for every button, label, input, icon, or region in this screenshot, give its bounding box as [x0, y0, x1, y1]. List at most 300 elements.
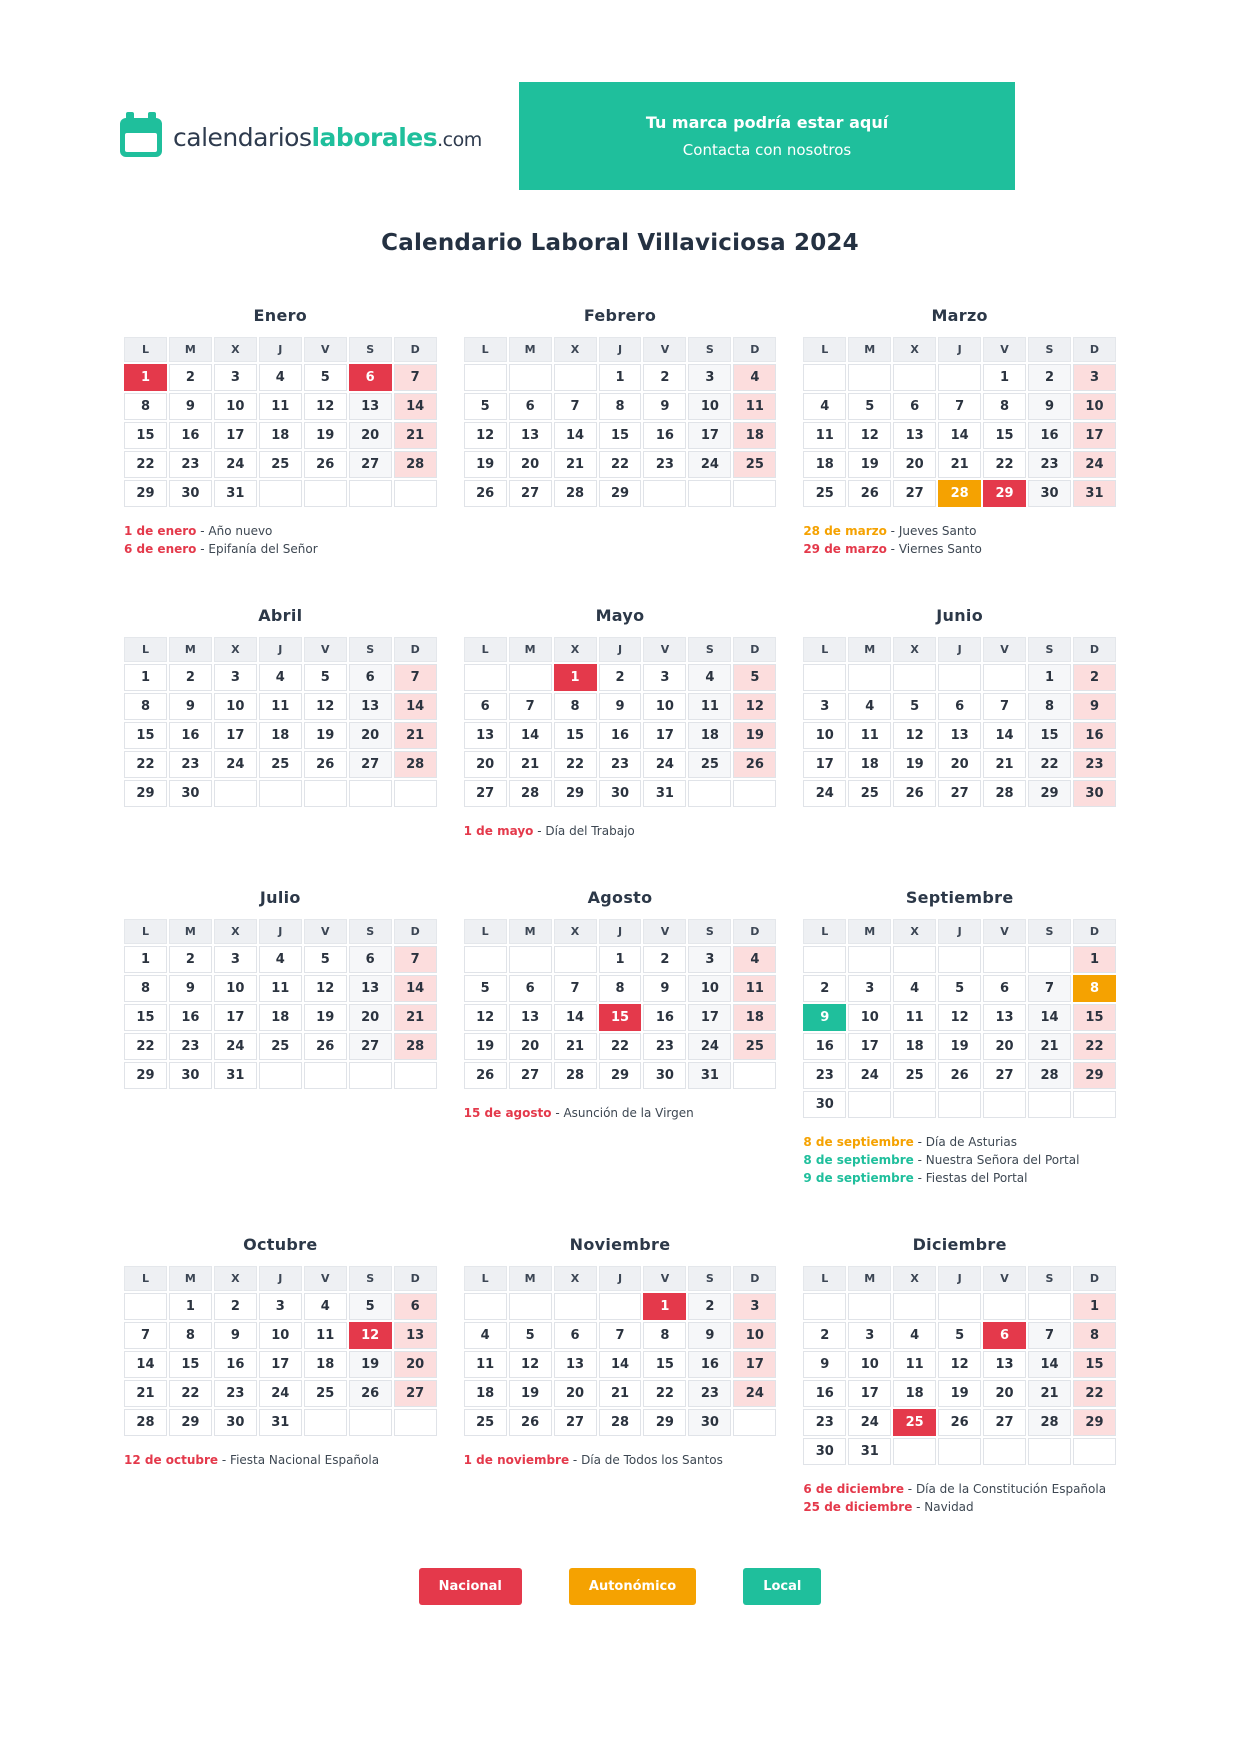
month-title-agosto: Agosto: [587, 888, 653, 907]
day-cell: 10: [259, 1322, 302, 1349]
day-cell: 27: [509, 1062, 552, 1089]
day-cell: 14: [983, 722, 1026, 749]
legend-autonomic-button[interactable]: Autonómico: [569, 1568, 696, 1605]
weekday-header-cell: X: [893, 337, 936, 362]
day-cell: 2: [1073, 664, 1116, 691]
empty-cell: [1028, 1293, 1071, 1320]
day-cell: 22: [124, 451, 167, 478]
weekday-header-cell: D: [733, 337, 776, 362]
weekday-header-cell: D: [394, 637, 437, 662]
holiday-note-text: - Epifanía del Señor: [196, 542, 318, 556]
day-cell: 23: [1028, 451, 1071, 478]
day-cell: 20: [464, 751, 507, 778]
legend-national-button[interactable]: Nacional: [419, 1568, 522, 1605]
month-title-febrero: Febrero: [583, 306, 657, 325]
month-notes-diciembre: [801, 1480, 1118, 1516]
day-cell: 3: [214, 364, 257, 391]
holiday-note-text: - Nuestra Señora del Portal: [913, 1153, 1080, 1167]
day-cell: 17: [688, 422, 731, 449]
week-row: [803, 1438, 1116, 1465]
month-table-septiembre: [801, 917, 1118, 1120]
empty-cell: [1028, 1091, 1071, 1118]
holiday-note-date: 1 de mayo: [463, 824, 534, 838]
day-cell: 24: [848, 1062, 891, 1089]
weekday-header-cell: X: [214, 337, 257, 362]
day-cell: 24: [803, 780, 846, 807]
weekday-header-cell: V: [304, 1266, 347, 1291]
week-row: [124, 422, 437, 449]
weekday-header-cell: J: [938, 1266, 981, 1291]
empty-cell: [848, 1293, 891, 1320]
day-cell: 19: [304, 722, 347, 749]
weekday-header-cell: V: [983, 919, 1026, 944]
day-cell: 15: [599, 422, 642, 449]
empty-cell: [848, 364, 891, 391]
day-cell: 13: [554, 1351, 597, 1378]
day-cell: 28: [124, 1409, 167, 1436]
month-table-noviembre: [462, 1264, 779, 1438]
day-cell: 15: [1028, 722, 1071, 749]
day-cell: 20: [349, 422, 392, 449]
week-row: [464, 393, 777, 420]
empty-cell: [848, 1091, 891, 1118]
holiday-note-date: 1 de noviembre: [463, 1453, 570, 1467]
day-cell: 16: [803, 1033, 846, 1060]
day-cell: 12: [938, 1351, 981, 1378]
day-cell: 6: [554, 1322, 597, 1349]
day-cell: 24: [643, 751, 686, 778]
weekday-header-row: [464, 337, 777, 362]
day-cell: 31: [214, 1062, 257, 1089]
day-cell: 26: [464, 1062, 507, 1089]
day-cell: 28: [554, 480, 597, 507]
weekday-header-cell: D: [1073, 337, 1116, 362]
day-cell: 6: [394, 1293, 437, 1320]
empty-cell: [893, 1293, 936, 1320]
day-cell: 27: [349, 751, 392, 778]
weekday-header-cell: J: [938, 337, 981, 362]
week-row: [124, 1293, 437, 1320]
weekday-header-cell: S: [688, 337, 731, 362]
week-row: [803, 1351, 1116, 1378]
day-cell: 13: [983, 1351, 1026, 1378]
empty-cell: [394, 780, 437, 807]
day-cell: 10: [688, 975, 731, 1002]
holiday-note: [464, 822, 779, 840]
empty-cell: [983, 1091, 1026, 1118]
day-cell: 26: [509, 1409, 552, 1436]
empty-cell: [803, 364, 846, 391]
day-cell: 9: [803, 1351, 846, 1378]
holiday-note: [803, 540, 1118, 558]
week-row: [803, 451, 1116, 478]
ad-banner[interactable]: [519, 82, 1015, 190]
day-cell: 10: [688, 393, 731, 420]
day-cell: 29: [554, 780, 597, 807]
holiday-note-date: 6 de diciembre: [803, 1482, 904, 1496]
empty-cell: [938, 1091, 981, 1118]
weekday-header-row: [803, 637, 1116, 662]
day-cell: 20: [509, 1033, 552, 1060]
weekday-header-cell: D: [394, 919, 437, 944]
day-cell: 11: [259, 975, 302, 1002]
day-cell: 28: [394, 751, 437, 778]
day-cell: 23: [169, 751, 212, 778]
day-cell: 29: [169, 1409, 212, 1436]
day-cell: 16: [688, 1351, 731, 1378]
day-cell: 7: [599, 1322, 642, 1349]
day-cell: 4: [259, 364, 302, 391]
weekday-header-row: [803, 1266, 1116, 1291]
day-cell: 14: [938, 422, 981, 449]
weekday-header-cell: S: [688, 919, 731, 944]
holiday-note: [803, 1133, 1118, 1151]
day-cell: 10: [214, 975, 257, 1002]
day-cell: 19: [509, 1380, 552, 1407]
day-cell: 15: [983, 422, 1026, 449]
holiday-note-date: 9 de septiembre: [803, 1171, 914, 1185]
day-cell: 24: [214, 451, 257, 478]
day-cell: 26: [304, 1033, 347, 1060]
day-cell: 17: [733, 1351, 776, 1378]
empty-cell: [349, 780, 392, 807]
day-cell: 25: [259, 751, 302, 778]
day-cell: 27: [893, 480, 936, 507]
day-cell: 9: [643, 975, 686, 1002]
week-row: [464, 480, 777, 507]
weekday-header-cell: X: [554, 337, 597, 362]
day-cell: 10: [848, 1351, 891, 1378]
day-cell: 18: [803, 451, 846, 478]
holiday-note-date: 1 de enero: [124, 524, 197, 538]
day-cell: 28: [554, 1062, 597, 1089]
week-row: [464, 1380, 777, 1407]
day-cell: 8: [599, 975, 642, 1002]
weekday-header-cell: V: [304, 637, 347, 662]
day-cell: 9: [643, 393, 686, 420]
empty-cell: [214, 780, 257, 807]
weekday-header-cell: J: [259, 1266, 302, 1291]
day-cell: 21: [509, 751, 552, 778]
month-abril: [122, 606, 439, 809]
holiday-note: [124, 522, 439, 540]
day-cell: 7: [394, 364, 437, 391]
day-cell: 11: [688, 693, 731, 720]
month-octubre: [122, 1235, 439, 1469]
weekday-header-cell: J: [938, 919, 981, 944]
day-cell: 29: [124, 1062, 167, 1089]
week-row: [124, 393, 437, 420]
day-cell: 8: [1028, 693, 1071, 720]
day-cell: 27: [983, 1062, 1026, 1089]
week-row: [464, 1033, 777, 1060]
month-mayo: [462, 606, 779, 840]
weekday-header-cell: M: [169, 337, 212, 362]
empty-cell: [733, 480, 776, 507]
week-row: [464, 1004, 777, 1031]
day-cell: 17: [643, 722, 686, 749]
day-cell: 13: [349, 693, 392, 720]
day-cell: 7: [1028, 975, 1071, 1002]
day-cell: 7: [509, 693, 552, 720]
holiday-note: [124, 540, 439, 558]
weekday-header-cell: V: [643, 919, 686, 944]
day-cell: 19: [893, 751, 936, 778]
day-cell: 21: [394, 722, 437, 749]
weekday-header-cell: V: [643, 1266, 686, 1291]
month-title-junio: Junio: [936, 606, 984, 625]
weekday-header-cell: V: [983, 1266, 1026, 1291]
weekday-header-cell: D: [733, 637, 776, 662]
day-cell: 4: [733, 946, 776, 973]
day-cell: 6: [349, 946, 392, 973]
day-cell: 1: [599, 364, 642, 391]
holiday-note: [803, 1480, 1118, 1498]
weekday-header-cell: V: [643, 637, 686, 662]
day-cell: 7: [394, 664, 437, 691]
week-row: [464, 693, 777, 720]
holiday-cell: 1: [124, 364, 167, 391]
empty-cell: [893, 1438, 936, 1465]
empty-cell: [259, 1062, 302, 1089]
weekday-header-cell: D: [733, 1266, 776, 1291]
weekday-header-cell: V: [983, 637, 1026, 662]
day-cell: 22: [1073, 1033, 1116, 1060]
day-cell: 29: [1073, 1062, 1116, 1089]
day-cell: 21: [599, 1380, 642, 1407]
day-cell: 5: [938, 1322, 981, 1349]
holiday-note-text: - Navidad: [912, 1500, 974, 1514]
day-cell: 24: [214, 751, 257, 778]
day-cell: 1: [124, 946, 167, 973]
week-row: [803, 1409, 1116, 1436]
day-cell: 12: [848, 422, 891, 449]
weekday-header-cell: M: [848, 637, 891, 662]
day-cell: 5: [304, 946, 347, 973]
empty-cell: [688, 480, 731, 507]
weekday-header-cell: V: [304, 919, 347, 944]
day-cell: 8: [983, 393, 1026, 420]
day-cell: 4: [259, 946, 302, 973]
week-row: [464, 946, 777, 973]
holiday-note-text: - Jueves Santo: [886, 524, 977, 538]
day-cell: 25: [848, 780, 891, 807]
day-cell: 14: [124, 1351, 167, 1378]
day-cell: 14: [394, 393, 437, 420]
weekday-header-cell: M: [169, 919, 212, 944]
day-cell: 21: [983, 751, 1026, 778]
day-cell: 26: [464, 480, 507, 507]
day-cell: 13: [938, 722, 981, 749]
empty-cell: [733, 1062, 776, 1089]
week-row: [124, 1351, 437, 1378]
day-cell: 20: [893, 451, 936, 478]
empty-cell: [304, 780, 347, 807]
month-marzo: [801, 306, 1118, 558]
weekday-header-cell: X: [214, 1266, 257, 1291]
day-cell: 15: [124, 422, 167, 449]
weekday-header-cell: J: [599, 1266, 642, 1291]
legend-local-button[interactable]: Local: [743, 1568, 821, 1605]
day-cell: 8: [124, 975, 167, 1002]
day-cell: 13: [349, 393, 392, 420]
weekday-header-cell: M: [509, 1266, 552, 1291]
day-cell: 20: [349, 722, 392, 749]
day-cell: 23: [169, 1033, 212, 1060]
day-cell: 7: [394, 946, 437, 973]
day-cell: 15: [1073, 1351, 1116, 1378]
day-cell: 25: [304, 1380, 347, 1407]
weekday-header-cell: L: [464, 337, 507, 362]
holiday-note-date: 8 de septiembre: [803, 1135, 914, 1149]
day-cell: 19: [733, 722, 776, 749]
weekday-header-cell: M: [169, 637, 212, 662]
day-cell: 22: [599, 451, 642, 478]
weekday-header-cell: S: [349, 637, 392, 662]
day-cell: 23: [169, 451, 212, 478]
page-title: Calendario Laboral Villaviciosa 2024: [381, 230, 859, 256]
month-septiembre: [801, 888, 1118, 1187]
day-cell: 31: [1073, 480, 1116, 507]
weekday-header-cell: L: [124, 919, 167, 944]
holiday-cell: 25: [893, 1409, 936, 1436]
day-cell: 12: [304, 975, 347, 1002]
day-cell: 1: [1073, 946, 1116, 973]
week-row: [803, 393, 1116, 420]
month-julio: [122, 888, 439, 1091]
week-row: [124, 1004, 437, 1031]
weekday-header-row: [124, 919, 437, 944]
empty-cell: [1073, 1091, 1116, 1118]
week-row: [124, 364, 437, 391]
empty-cell: [893, 946, 936, 973]
holiday-note-date: 12 de octubre: [124, 1453, 219, 1467]
week-row: [464, 1062, 777, 1089]
empty-cell: [938, 1438, 981, 1465]
empty-cell: [848, 946, 891, 973]
week-row: [803, 1293, 1116, 1320]
day-cell: 22: [124, 751, 167, 778]
weekday-header-cell: S: [1028, 337, 1071, 362]
week-row: [803, 1091, 1116, 1118]
day-cell: 30: [599, 780, 642, 807]
weekday-header-cell: D: [394, 337, 437, 362]
day-cell: 1: [983, 364, 1026, 391]
weekday-header-cell: M: [848, 919, 891, 944]
day-cell: 13: [509, 1004, 552, 1031]
empty-cell: [464, 664, 507, 691]
banner-contact-link[interactable]: Contacta con nosotros: [682, 141, 852, 159]
day-cell: 2: [169, 664, 212, 691]
day-cell: 10: [803, 722, 846, 749]
week-row: [803, 946, 1116, 973]
site-logo[interactable]: [118, 82, 519, 192]
empty-cell: [394, 1409, 437, 1436]
day-cell: 2: [599, 664, 642, 691]
day-cell: 16: [1028, 422, 1071, 449]
weekday-header-row: [803, 919, 1116, 944]
week-row: [464, 1322, 777, 1349]
week-row: [803, 1004, 1116, 1031]
day-cell: 5: [893, 693, 936, 720]
weekday-header-cell: J: [599, 919, 642, 944]
weekday-header-cell: L: [464, 1266, 507, 1291]
weekday-header-cell: V: [304, 337, 347, 362]
weekday-header-cell: M: [848, 337, 891, 362]
day-cell: 23: [599, 751, 642, 778]
empty-cell: [554, 1293, 597, 1320]
weekday-header-cell: S: [1028, 637, 1071, 662]
day-cell: 13: [349, 975, 392, 1002]
day-cell: 24: [733, 1380, 776, 1407]
day-cell: 10: [214, 693, 257, 720]
weekday-header-cell: L: [124, 337, 167, 362]
weekday-header-row: [464, 919, 777, 944]
holiday-cell: 29: [983, 480, 1026, 507]
day-cell: 19: [304, 1004, 347, 1031]
day-cell: 23: [688, 1380, 731, 1407]
day-cell: 31: [848, 1438, 891, 1465]
holiday-cell: 8: [1073, 975, 1116, 1002]
day-cell: 9: [214, 1322, 257, 1349]
day-cell: 6: [983, 975, 1026, 1002]
day-cell: 26: [304, 751, 347, 778]
empty-cell: [464, 1293, 507, 1320]
day-cell: 5: [464, 393, 507, 420]
empty-cell: [938, 1293, 981, 1320]
day-cell: 4: [893, 1322, 936, 1349]
empty-cell: [1073, 1438, 1116, 1465]
month-notes-mayo: [462, 822, 779, 840]
day-cell: 19: [464, 451, 507, 478]
holiday-cell: 12: [349, 1322, 392, 1349]
day-cell: 29: [1073, 1409, 1116, 1436]
week-row: [464, 751, 777, 778]
day-cell: 12: [509, 1351, 552, 1378]
day-cell: 21: [394, 422, 437, 449]
weekday-header-cell: X: [214, 637, 257, 662]
month-junio: [801, 606, 1118, 809]
weekday-header-row: [124, 1266, 437, 1291]
day-cell: 28: [394, 1033, 437, 1060]
holiday-cell: 1: [554, 664, 597, 691]
day-cell: 16: [643, 422, 686, 449]
week-row: [464, 422, 777, 449]
weekday-header-cell: S: [349, 337, 392, 362]
day-cell: 26: [848, 480, 891, 507]
day-cell: 21: [938, 451, 981, 478]
week-row: [124, 480, 437, 507]
day-cell: 11: [259, 693, 302, 720]
day-cell: 14: [599, 1351, 642, 1378]
empty-cell: [464, 364, 507, 391]
empty-cell: [938, 364, 981, 391]
weekday-header-cell: D: [733, 919, 776, 944]
day-cell: 13: [394, 1322, 437, 1349]
day-cell: 22: [1073, 1380, 1116, 1407]
month-table-marzo: [801, 335, 1118, 509]
day-cell: 12: [464, 422, 507, 449]
week-row: [464, 451, 777, 478]
day-cell: 31: [643, 780, 686, 807]
day-cell: 25: [803, 480, 846, 507]
holiday-cell: 15: [599, 1004, 642, 1031]
day-cell: 17: [259, 1351, 302, 1378]
month-title-julio: Julio: [259, 888, 301, 907]
day-cell: 19: [938, 1380, 981, 1407]
day-cell: 7: [554, 393, 597, 420]
day-cell: 31: [259, 1409, 302, 1436]
